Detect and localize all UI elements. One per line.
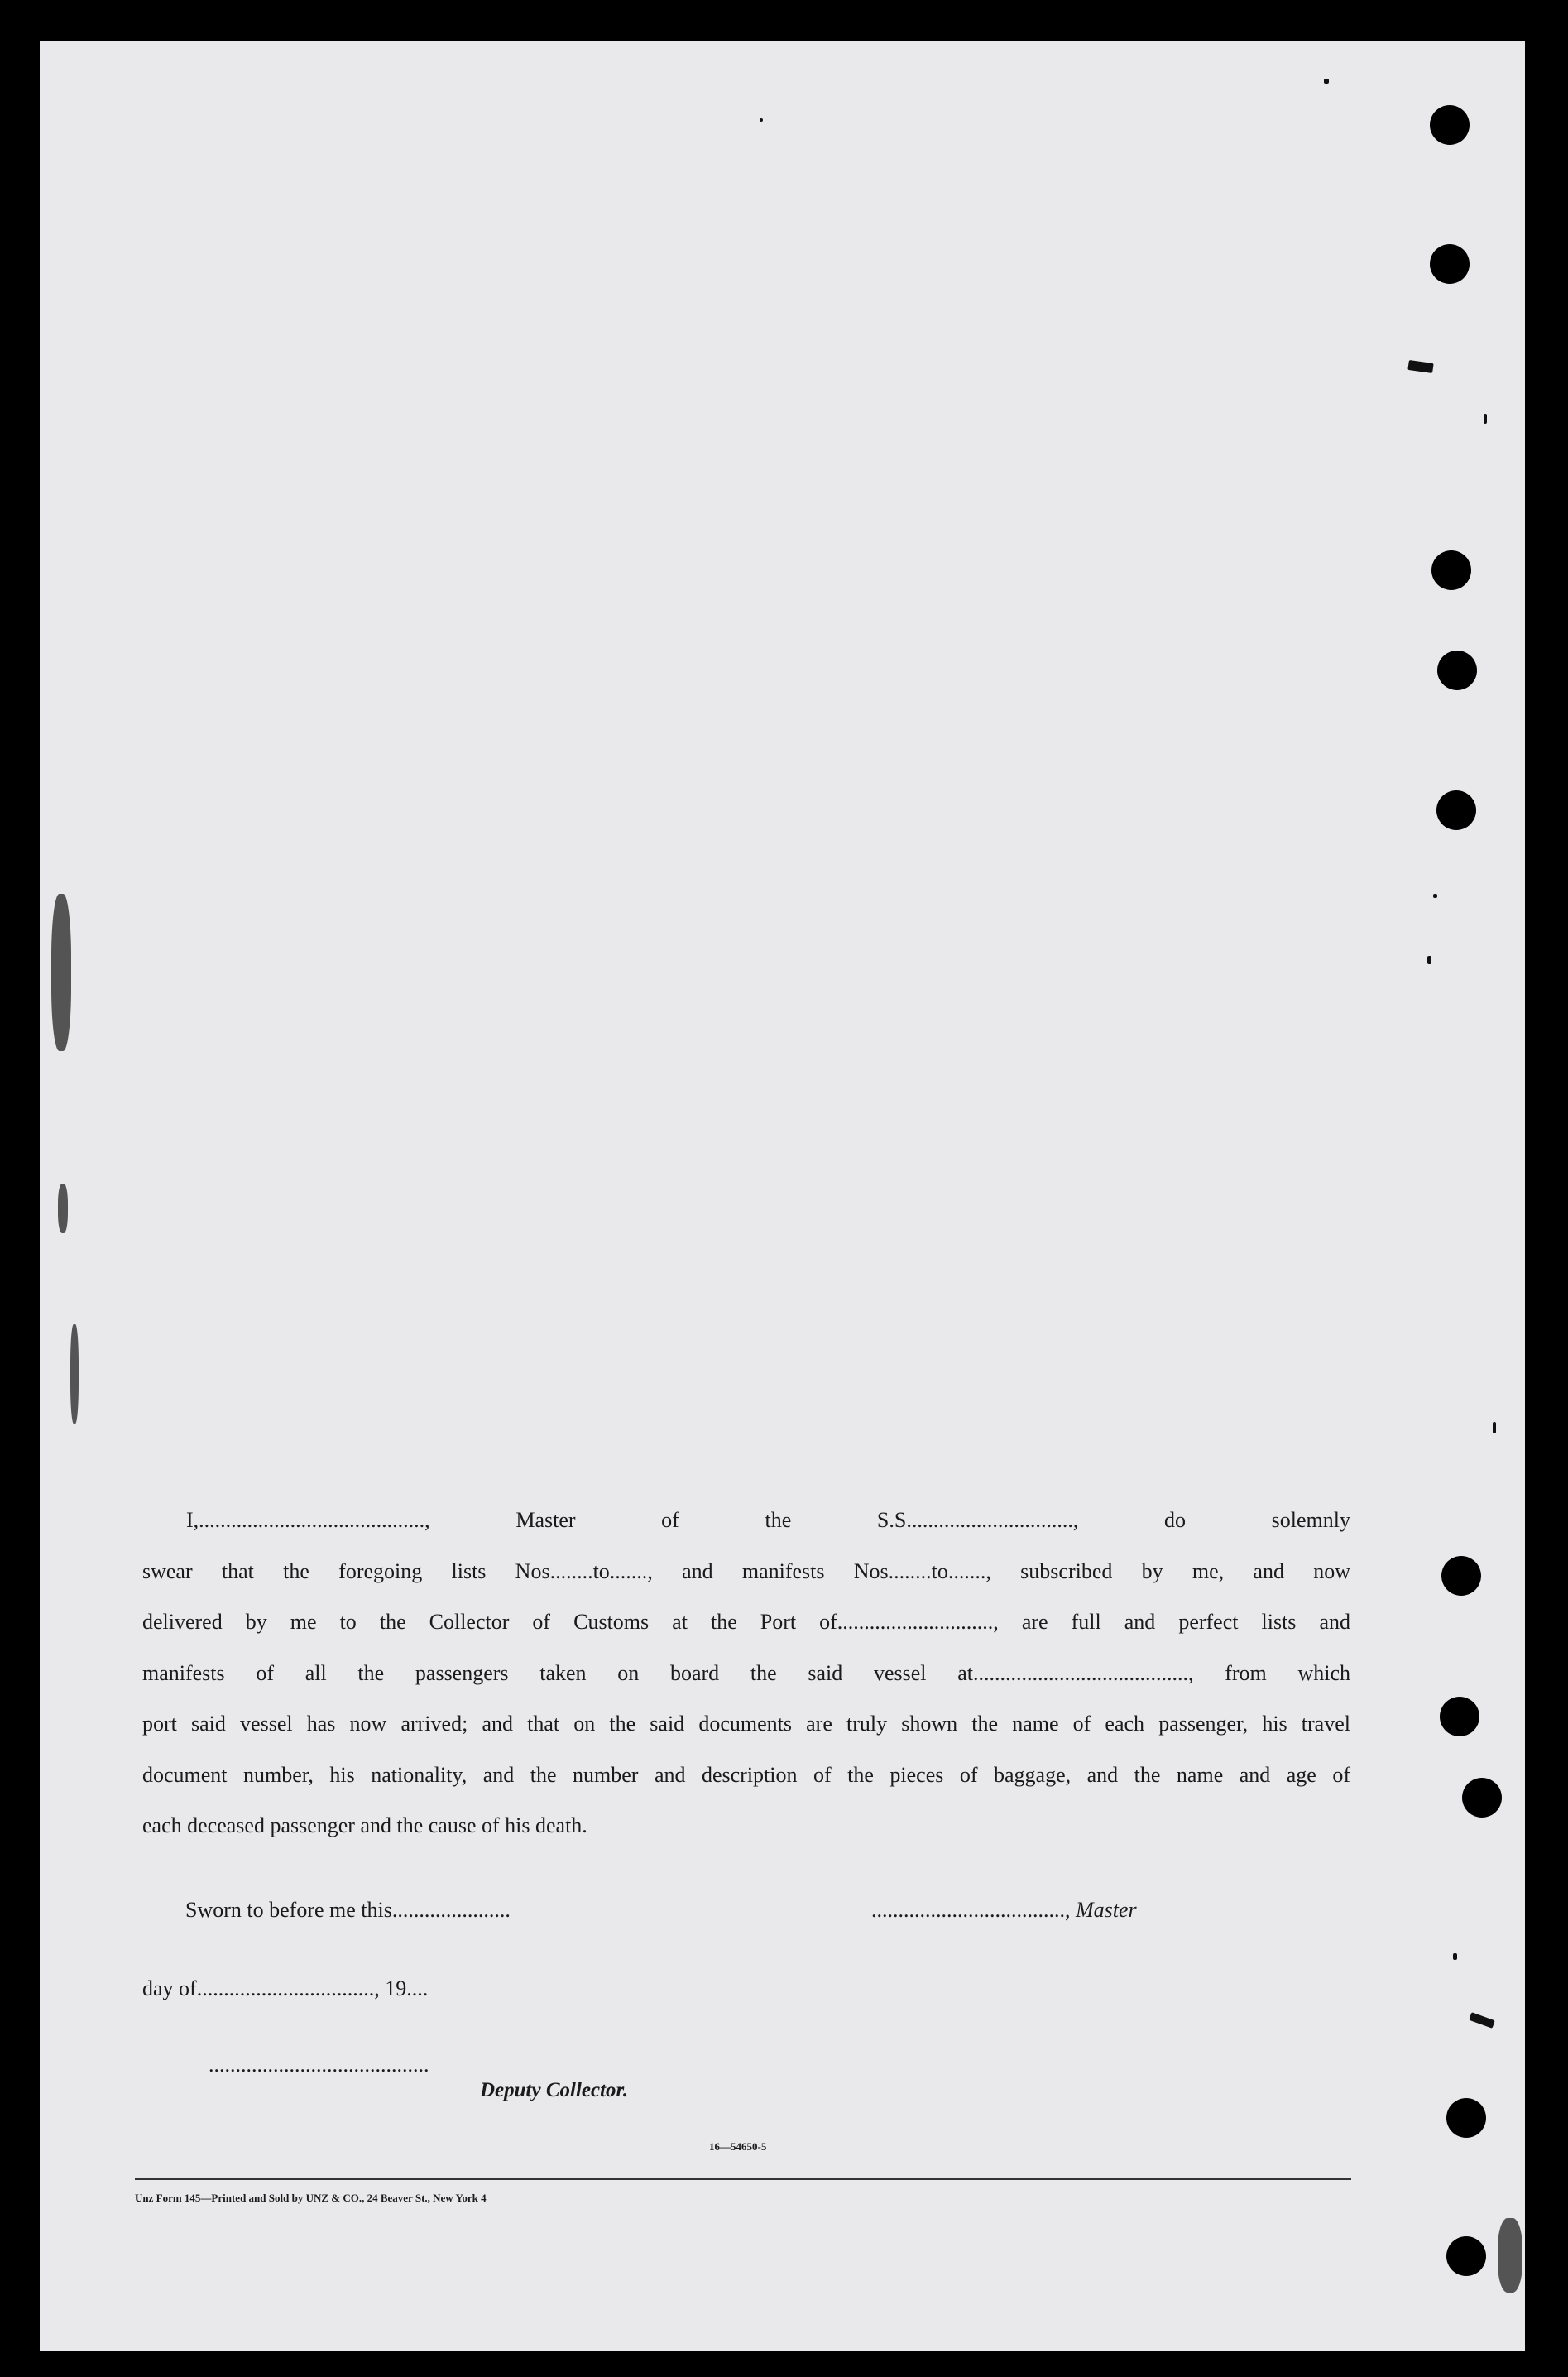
- ink-smudge: [70, 1324, 79, 1424]
- speck-mark: [1433, 894, 1437, 898]
- ink-smudge: [58, 1184, 68, 1233]
- ink-smudge: [51, 894, 71, 1051]
- speck-mark: [760, 118, 763, 122]
- sworn-line: Sworn to before me this......................: [185, 1898, 511, 1922]
- punch-hole: [1431, 550, 1471, 590]
- master-label: Master: [1076, 1898, 1137, 1922]
- printer-line: Unz Form 145—Printed and Sold by UNZ & CO., 24 Beaver St., New York 4: [135, 2192, 487, 2204]
- punch-hole: [1430, 244, 1470, 284]
- deputy-dots: .........................................: [209, 2053, 429, 2077]
- declaration-line: I,.........................................., Master of the S.S..............................., do solemnly: [186, 1508, 1350, 1532]
- punch-hole: [1440, 1697, 1479, 1736]
- punch-hole: [1437, 651, 1477, 690]
- master-signature-line: [871, 1898, 1137, 1923]
- speck-mark: [1453, 1953, 1457, 1960]
- speck-mark: [1324, 79, 1329, 84]
- punch-hole: [1446, 2236, 1486, 2276]
- speck-mark: [1427, 956, 1431, 964]
- punch-hole: [1441, 1556, 1481, 1596]
- deputy-collector-label: Deputy Collector.: [480, 2079, 629, 2101]
- declaration-line: delivered by me to the Collector of Customs at the Port of............................., are full and perfect lists and: [142, 1610, 1350, 1634]
- punch-hole: [1462, 1778, 1502, 1818]
- punch-hole: [1436, 790, 1476, 830]
- form-number: 16—54650-5: [709, 2140, 767, 2153]
- punch-hole: [1446, 2098, 1486, 2138]
- speck-mark: [1484, 414, 1487, 424]
- speck-mark: [1493, 1422, 1496, 1433]
- ink-smudge: [1498, 2218, 1522, 2293]
- declaration-line: document number, his nationality, and the number and description of the pieces of baggage, and the name and age of: [142, 1762, 1350, 1787]
- declaration-line: each deceased passenger and the cause of his death.: [142, 1813, 587, 1837]
- declaration-paragraph: [142, 1495, 1350, 1851]
- document-page: [40, 41, 1525, 2351]
- punch-hole: [1430, 105, 1470, 145]
- declaration-line: port said vessel has now arrived; and that on the said documents are truly shown the name of each passenger, his travel: [142, 1712, 1350, 1736]
- footer-rule: [135, 2178, 1351, 2180]
- declaration-line: swear that the foregoing lists Nos........to......., and manifests Nos........to......., subscribed by me, and now: [142, 1558, 1350, 1583]
- declaration-line: manifests of all the passengers taken on board the said vessel at........................................, from which: [142, 1660, 1350, 1685]
- day-line: day of................................., 19....: [142, 1976, 429, 2000]
- master-dots: ....................................,: [871, 1898, 1076, 1922]
